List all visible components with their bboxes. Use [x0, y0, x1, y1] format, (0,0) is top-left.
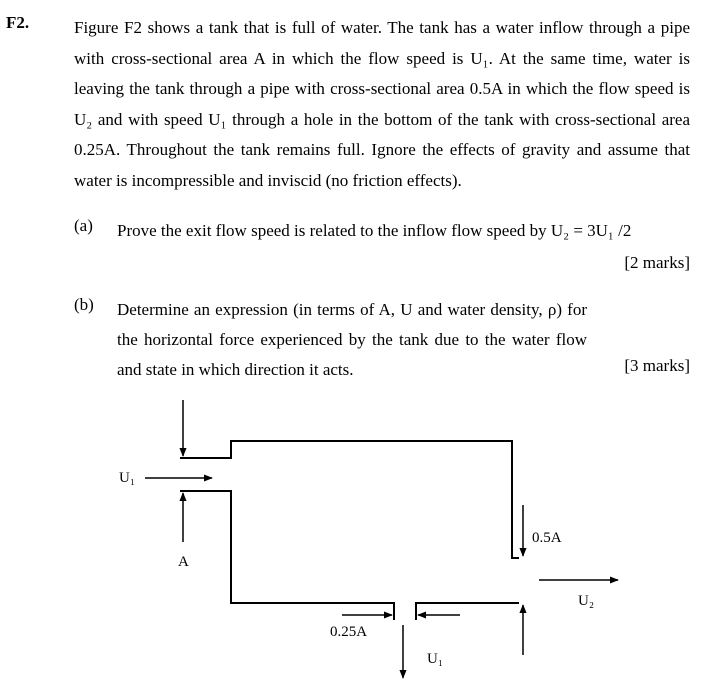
outlet-area-label: 0.5A — [532, 530, 562, 546]
outlet-speed-label: U₂ — [578, 593, 595, 609]
question-number: F2. — [6, 13, 30, 32]
tank-outline — [180, 441, 519, 620]
part-a-label: (a) — [74, 216, 93, 235]
inlet-area-label: A — [178, 554, 189, 570]
part-b-marks: [3 marks] — [624, 356, 690, 375]
part-a-marks: [2 marks] — [624, 253, 690, 272]
part-b-text: Determine an expression (in terms of A, U and water density, ρ) for the horizontal force experienced by the tank due to the water flow and state in which direction it acts. — [117, 300, 587, 379]
question-intro: Figure F2 shows a tank that is full of water. The tank has a water inflow through a pipe with cross-sectional area A in which the flow speed is U₁. At the same time, water is leaving the tank through a pipe with cross-sectional area 0.5A in which the flow speed is U₂ and with speed U₁ through a hole in the bottom of the tank with cross-sectional area 0.25A. Throughout the tank remains full. Ignore the effects of gravity and assume that water is incompressible and inviscid (no friction effects). — [74, 18, 690, 190]
outlet-area-markers — [523, 505, 618, 655]
tank-lower-wall — [180, 491, 394, 620]
part-b-label: (b) — [74, 295, 94, 314]
hole-area-label: 0.25A — [330, 624, 368, 640]
part-a-text: Prove the exit flow speed is related to the inflow flow speed by U₂ = 3U₁ /2 — [117, 221, 632, 240]
hole-speed-label: U₁ — [427, 651, 444, 667]
inlet-arrows — [145, 400, 212, 542]
inlet-speed-label: U₁ — [119, 470, 136, 486]
tank-bottom-right-wall — [416, 603, 519, 620]
